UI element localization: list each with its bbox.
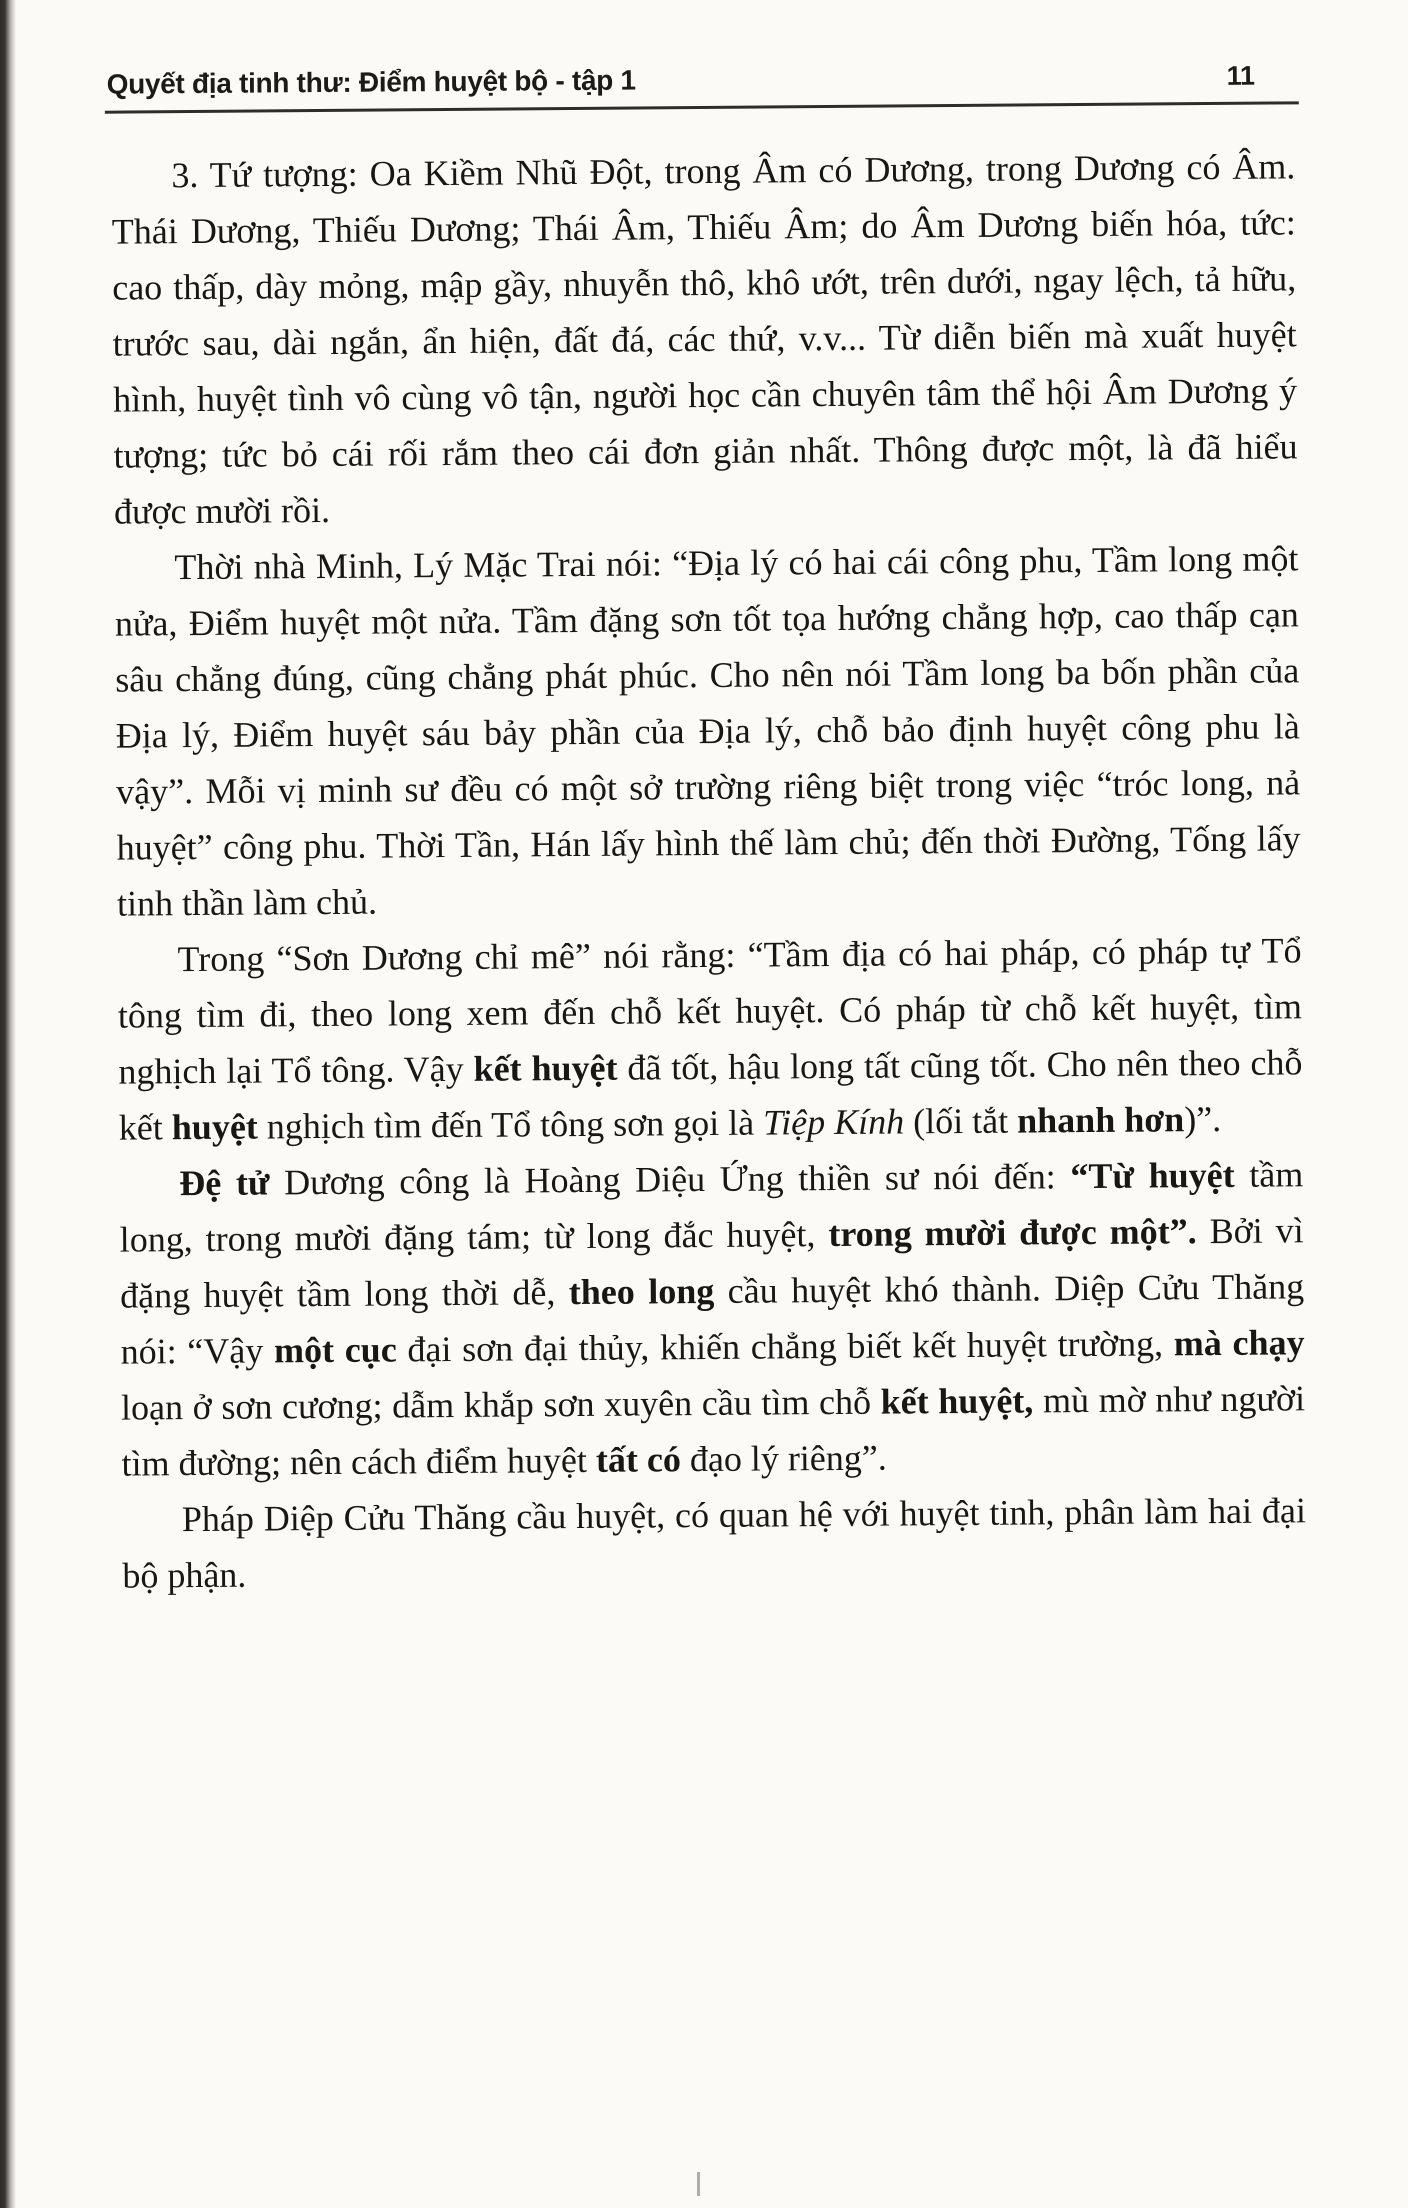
book-binding-shadow bbox=[0, 0, 16, 2208]
text-segment: mà chạy bbox=[1173, 1322, 1305, 1364]
text-segment: “Từ huyệt bbox=[1070, 1154, 1235, 1197]
text-segment: )”. bbox=[1184, 1098, 1222, 1140]
paragraph bbox=[119, 1146, 1306, 1491]
text-segment: kết huyệt, bbox=[880, 1380, 1034, 1422]
running-title: Quyết địa tinh thư: Điểm huyệt bộ - tập 1 bbox=[106, 64, 636, 100]
text-segment: đại sơn đại thủy, khiến chẳng biết kết huyệt trường, bbox=[396, 1323, 1174, 1370]
text-segment: Thời nhà Minh, Lý Mặc Trai nói: “Địa lý có hai cái công phu, Tầm long một nửa, Điểm huyệt một nửa. Tầm đặng sơn tốt tọa hướng chẳng hợp, cao thấp cạn sâu chẳng đúng, cũng chẳng phát phúc. Cho nên nói Tầm long ba bốn phần của Địa lý, Điểm huyệt sáu bảy phần của Địa lý, chỗ bảo định huyệt công phu là vậy”. Mỗi vị minh sư đều có một sở trường riêng biệt trong việc “tróc long, nả huyệt” công phu. Thời Tần, Hán lấy hình thế làm chủ; đến thời Đường, Tống lấy tinh thần làm chủ. bbox=[114, 538, 1301, 924]
text-segment: 3. Tứ tượng: Oa Kiềm Nhũ Đột, trong Âm có Dương, trong Dương có Âm. Thái Dương, Thiếu Dương; Thái Âm, Thiếu Âm; do Âm Dương biến hóa, tức: cao thấp, dày mỏng, mập gầy, nhuyễn thô, khô ướt, trên dưới, ngay lệch, tả hữu, trước sau, dài ngắn, ẩn hiện, đất đá, các thứ, v.v... Từ diễn biến mà xuất huyệt hình, huyệt tình vô cùng vô tận, người học cần chuyên tâm thể hội Âm Dương ý tượng; tức bỏ cái rối rắm theo cái đơn giản nhất. Thông được một, là đã hiểu được mười rồi. bbox=[111, 146, 1298, 532]
text-segment: Tiệp Kính bbox=[763, 1101, 905, 1143]
text-segment: kết huyệt bbox=[473, 1047, 618, 1089]
scan-artifact bbox=[697, 2172, 700, 2196]
header-rule bbox=[105, 101, 1299, 113]
text-segment: cầu huyệt khó thành. Diệp Cửu Thăng nói: “Vậy bbox=[120, 1266, 1305, 1372]
body-text bbox=[1, 137, 1408, 1604]
text-segment: loạn ở sơn cương; dẫm khắp sơn xuyên cầu tìm chỗ bbox=[120, 1381, 881, 1428]
text-segment: đạo lý riêng”. bbox=[680, 1437, 887, 1480]
page-number: 11 bbox=[1226, 60, 1255, 91]
paragraph bbox=[111, 138, 1298, 539]
text-segment: nhanh hơn bbox=[1017, 1099, 1185, 1141]
text-segment: tầm long, trong mười đặng tám; từ long đắc huyệt, bbox=[119, 1154, 1304, 1260]
text-segment: mù mờ như người tìm đường; nên cách điểm huyệt bbox=[121, 1378, 1306, 1484]
text-segment: (lối tắt bbox=[904, 1100, 1018, 1142]
text-segment: tất có bbox=[595, 1439, 682, 1480]
text-segment: Dương công là Hoàng Diệu Ứng thiền sư nói đến: bbox=[269, 1156, 1071, 1203]
text-segment: Đệ tử bbox=[179, 1162, 270, 1204]
paragraph bbox=[117, 922, 1303, 1155]
text-segment: Bởi vì đặng huyệt tầm long thời dễ, bbox=[120, 1210, 1304, 1316]
text-segment: đã tốt, hậu long tất cũng tốt. Cho nên theo chỗ kết bbox=[118, 1042, 1303, 1148]
text-segment: một cục bbox=[273, 1329, 397, 1371]
text-segment: nghịch tìm đến Tổ tông sơn gọi là bbox=[257, 1102, 764, 1147]
page-header bbox=[1, 58, 1408, 101]
paragraph bbox=[122, 1482, 1307, 1603]
text-segment: Trong “Sơn Dương chỉ mê” nói rằng: “Tầm địa có hai pháp, có pháp tự Tổ tông tìm đi, theo long xem đến chỗ kết huyệt. Có pháp từ chỗ kết huyệt, tìm nghịch lại Tổ tông. Vậy bbox=[117, 930, 1303, 1092]
text-segment: huyệt bbox=[171, 1106, 258, 1148]
text-segment: theo long bbox=[568, 1270, 715, 1313]
text-segment: trong mười được một”. bbox=[828, 1211, 1197, 1255]
text-segment: Pháp Diệp Cửu Thăng cầu huyệt, có quan hệ với huyệt tinh, phân làm hai đại bộ phận. bbox=[122, 1490, 1307, 1596]
paragraph bbox=[114, 530, 1301, 931]
